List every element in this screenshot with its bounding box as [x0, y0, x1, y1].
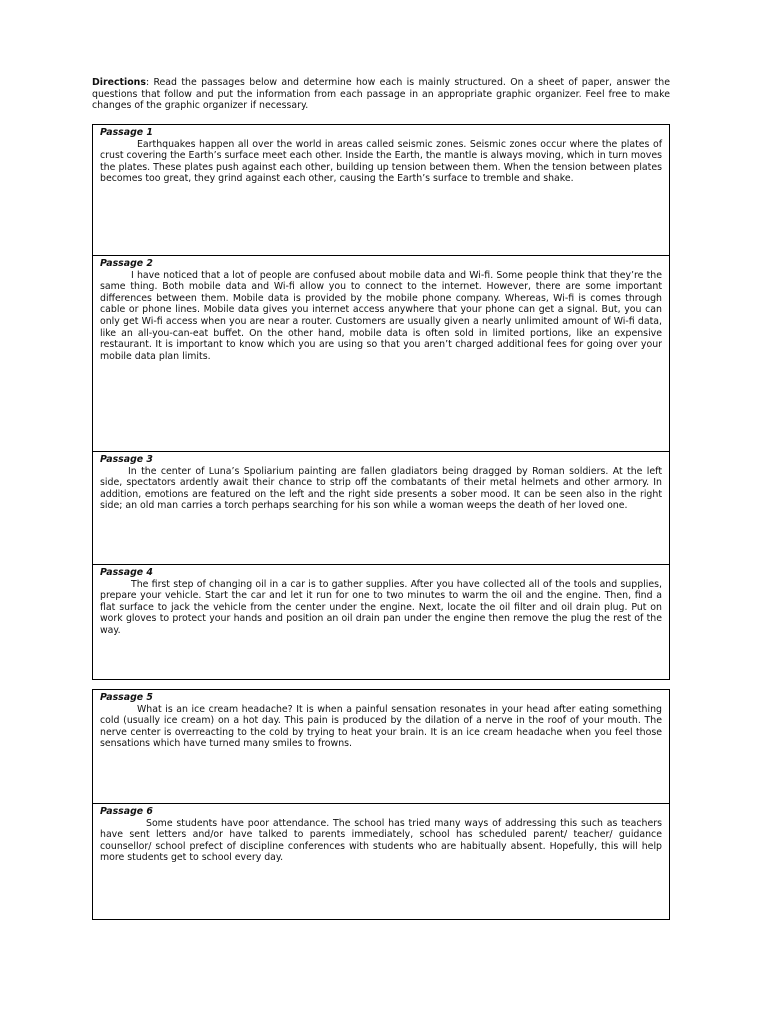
- passage-title-6: Passage 6: [100, 806, 153, 817]
- passage-text-4: The first step of changing oil in a car is to gather supplies. After you have collected all of the tools and supplies, prepare your vehicle. Start the car and let it run for one to two minutes to warm the oil and the engine. Then, find a flat surface to jack the vehicle from the center under the engine. Next, locate the oil filter and oil drain plug. Put on work gloves to protect your hands and position an oil drain pan under the engine then remove the plug the rest of the way.: [100, 578, 662, 636]
- passage-title-2: Passage 2: [100, 258, 153, 269]
- passage-text-5: What is an ice cream headache? It is when a painful sensation resonates in your head after eating something cold (usually ice cream) on a hot day. This pain is produced by the dilation of a nerve in the roof of your mouth. The nerve center is overreacting to the cold by trying to heat your brain. It is an ice cream headache when you feel those sensations which have turned many smiles to frowns.: [100, 703, 662, 750]
- passage-title-5: Passage 5: [100, 692, 153, 703]
- directions: [92, 77, 670, 112]
- passage-title-1: Passage 1: [100, 127, 153, 138]
- directions-text: : Read the passages below and determine how each is mainly structured. On a sheet of paper, answer the questions that follow and put the information from each passage in an appropriate graphic organizer. Feel free to make changes of the graphic organizer if necessary.: [92, 77, 670, 112]
- passage-title-4: Passage 4: [100, 567, 153, 578]
- passage-cell-2: [93, 256, 669, 452]
- passage-text-2: I have noticed that a lot of people are confused about mobile data and Wi-fi. Some people think that they’re the same thing. Both mobile data and Wi-fi allow you to connect to the internet. However, there are some important differences between them. Mobile data is provided by the mobile phone company. Whereas, Wi-fi is comes through cable or phone lines. Mobile data gives you internet access anywhere that your phone can get a signal. But, you can only get Wi-fi access when you are near a router. Customers are usually given a nearly unlimited amount of Wi-fi data, like an all-you-can-eat buffet. On the other hand, mobile data is often sold in limited portions, like an expensive restaurant. It is important to know which you are using so that you aren’t charged additional fees for going over your mobile data plan limits.: [100, 269, 662, 362]
- passages-table-1: [92, 124, 670, 680]
- directions-label: Directions: [92, 77, 146, 88]
- passage-text-6: Some students have poor attendance. The school has tried many ways of addressing this such as teachers have sent letters and/or have talked to parents immediately, school has scheduled parent/ teacher/ guidance counsellor/ school prefect of discipline conferences with students who are habitually absent. Hopefully, this will help more students get to school every day.: [100, 817, 662, 864]
- passage-cell-1: [93, 125, 669, 256]
- passage-title-3: Passage 3: [100, 454, 153, 465]
- passage-cell-3: [93, 452, 669, 565]
- passage-text-3: In the center of Luna’s Spoliarium painting are fallen gladiators being dragged by Roman soldiers. At the left side, spectators ardently await their chance to strip off the combatants of their metal helmets and other armory. In addition, emotions are featured on the left and the right side presents a sober mood. It can be seen also in the right side; an old man carries a torch perhaps searching for his son while a woman weeps the death of her loved one.: [100, 465, 662, 512]
- passage-cell-4: [93, 565, 669, 679]
- passage-text-1: Earthquakes happen all over the world in areas called seismic zones. Seismic zones occur where the plates of crust covering the Earth’s surface meet each other. Inside the Earth, the mantle is always moving, which in turn moves the plates. These plates push against each other, building up tension between them. When the tension between plates becomes too great, they grind against each other, causing the Earth’s surface to tremble and shake.: [100, 138, 662, 185]
- passages-table-2: [92, 689, 670, 920]
- passage-cell-6: [93, 804, 669, 919]
- passage-cell-5: [93, 690, 669, 804]
